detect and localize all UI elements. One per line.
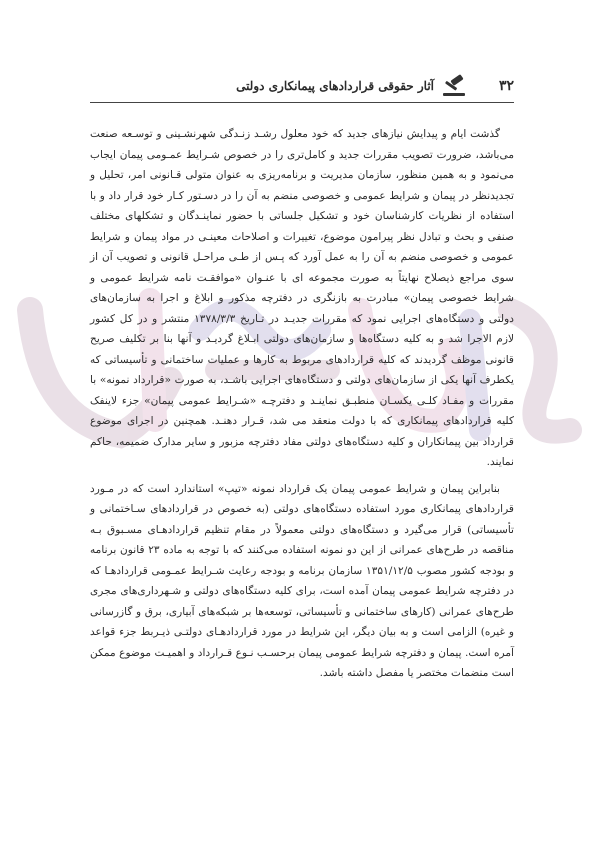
- page-body: [90, 124, 514, 684]
- paragraph: گذشت ایام و پیدایش نیازهای جدید که خود معلول رشـد زنـدگی شهرنشـینی و توسـعه صنعت می‌باشد، ضرورت تصویب مقررات جدید و کامل‌تری را در خصوص شـرایط عمـومی پیمان ایجاب می‌نمود و به همین منظور، سازمان مدیریت و برنامه‌ریزی به عنوان متولی قـانونی امر، تحلیل و تجدیدنظر در پیمان و شرایط عمومی و خصوصی منضم به آن را در دسـتور کـار خود قرار داد و با استفاده از نظریات کارشناسان خود و تشکیل جلساتی با حضور نماینـدگان و تشکلهای مختلف صنفی و بحث و تبادل نظر پیرامون موضوع، تغییرات و اصلاحات معینـی در مواد پیمان و شرایط عمومی و خصوصی منضم به آن را به عمل آورد که پـس از طـی مراحـل قانونی و تصویب آن از سوی مراجع ذیصلاح نهایتاً به صورت مجموعه ای با عنـوان «موافقـت نامه شرایط عمومی و شرایط خصوصی پیمان» مبادرت به بازنگری در دفترچه مذکور و ابلاغ و اجرا به سازمان‌های دولتی و دستگاه‌های اجرایی نمود که مقررات جدیـد در تـاریخ ۱۳۷۸/۳/۳ منتشر و در کل کشور لازم الاجرا شد و به کلیه دستگاه‌ها و سازمان‌های دولتی ابـلاغ گردیـد و آنها بنا بر تکلیف صریح قانونی موظف گردیدند که کلیه قراردادهای مربوط به کارها و عملیات ساختمانی و تأسیساتی که یکطرف آنها یکی از سازمان‌های دولتی و دستگاه‌های اجرایی باشـد، به صورت «قرارداد نمونه» با مقررات و مفـاد کلـی یکسـان منطبـق نماینـد و دفترچـه «شـرایط عمومی پیمان» جزء لاینفک کلیه قراردادهای پیمانکاری که با دولت منعقد می شد، قـرار دهنـد. همچنین در اجرای موضوع قرارداد بین پیمانکاران و کلیه دستگاه‌های دولتی مفاد دفترچه مزبور و سایر مدارک ضمیمه، حاکم نمایند.: [90, 128, 514, 468]
- page-number: ۳۲: [498, 78, 514, 94]
- page-header: [90, 74, 514, 103]
- paragraph: بنابراین پیمان و شرایط عمومی پیمان یک قرارداد نمونه «تیپ» استاندارد است که در مـورد قراردادهای پیمانکاری مورد استفاده دستگاه‌های دولتی (به خصوص در قراردادهای سـاختمانی و تأسیساتی) قرار می‌گیرد و دستگاه‌های دولتی معمولاً در مقام تنظیم قراردادهـای مسـبوق بـه مناقصه در طرح‌های عمرانی از این دو نمونه استفاده می‌کنند که با توجه به ماده ۲۳ قانون برنامه و بودجه کشور مصوب ۱۳۵۱/۱۲/۵ سازمان برنامه و بودجه رعایت شـرایط عمـومی قراردادهـا که در دفترچه شرایط عمومی پیمان آمده است، برای کلیه دستگاه‌های دولتی و شـهرداری‌های مجری طرح‌های عمرانی (کارهای ساختمانی و تأسیساتی، توسعه‌ها بر شبکه‌های آبیاری، برق و گازرسانی و غیره) الزامی است و به بیان دیگر، این شرایط در مورد قراردادهـای دولتـی ذیـربط جزء قواعد آمره است. پیمان و دفترچه شرایط عمومی پیمان برحسـب نـوع قـرارداد و اهمیـت موضوع ممکن است منضمات مختصر یا مفصل داشته باشد.: [90, 482, 514, 679]
- running-head: آثار حقوقی قراردادهای پیمانکاری دولتی: [236, 79, 434, 93]
- gavel-icon: [440, 74, 470, 98]
